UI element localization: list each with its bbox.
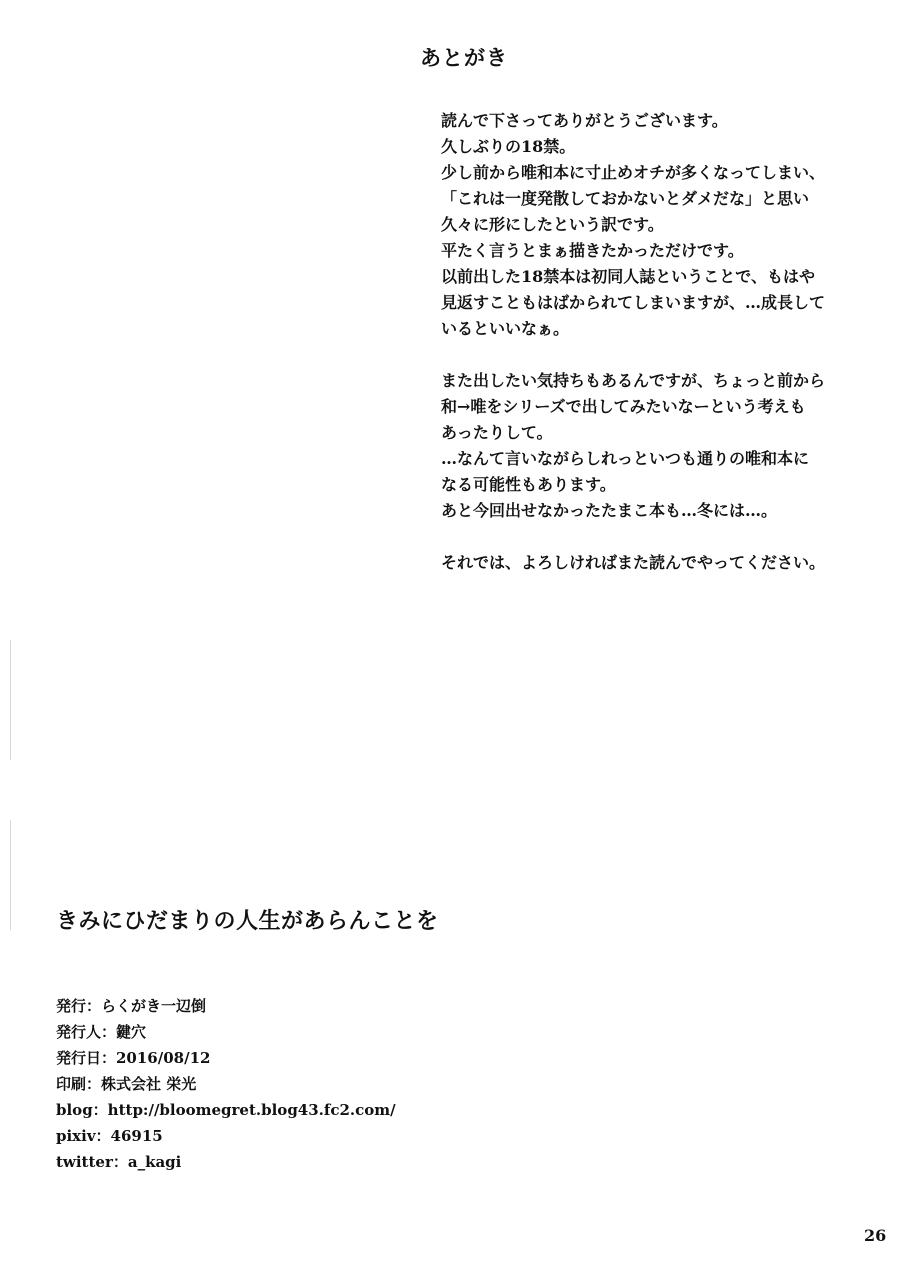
afterword-line: あったりして。 <box>441 423 553 442</box>
afterword-paragraph <box>441 550 881 576</box>
book-title: きみにひだまりの人生があらんことを <box>56 908 439 934</box>
afterword-line: 和→唯をシリーズで出してみたいなーという考えも <box>441 397 806 416</box>
afterword-line: 以前出した18禁本は初同人誌ということで、もはや <box>441 267 815 286</box>
afterword-line: 久々に形にしたという訳です。 <box>441 215 664 234</box>
scan-edge-mark <box>10 640 11 760</box>
colophon-pixiv: pixiv：46915 <box>56 1127 163 1145</box>
afterword-paragraph <box>441 108 881 342</box>
afterword-line: あと今回出せなかったたまこ本も…冬には…。 <box>441 501 778 520</box>
afterword-line: なる可能性もあります。 <box>441 475 616 494</box>
colophon-publisher: 発行：らくがき一辺倒 <box>56 997 207 1015</box>
afterword-title: あとがき <box>420 45 508 70</box>
afterword-line: いるといいなぁ。 <box>441 319 570 338</box>
colophon-author: 発行人：鍵穴 <box>56 1023 147 1041</box>
colophon <box>56 993 396 1175</box>
afterword-line: …なんて言いながらしれっといつも通りの唯和本に <box>441 449 810 468</box>
afterword-line: 平たく言うとまぁ描きたかっただけです。 <box>441 241 744 260</box>
afterword-line: 見返すこともはばかられてしまいますが、…成長して <box>441 293 826 312</box>
afterword-line: 少し前から唯和本に寸止めオチが多くなってしまい、 <box>441 163 826 182</box>
afterword-paragraph <box>441 368 881 524</box>
colophon-blog: blog：http://bloomegret.blog43.fc2.com/ <box>56 1101 396 1119</box>
colophon-date: 発行日：2016/08/12 <box>56 1049 211 1067</box>
afterword-line: また出したい気持ちもあるんですが、ちょっと前から <box>441 371 826 390</box>
colophon-printer: 印刷：株式会社 栄光 <box>56 1075 197 1093</box>
paragraph-gap <box>441 524 881 550</box>
scan-edge-mark <box>10 820 11 930</box>
colophon-twitter: twitter：a_kagi <box>56 1153 182 1171</box>
page-number: 26 <box>864 1226 887 1245</box>
paragraph-gap <box>441 342 881 368</box>
afterword-line: 読んで下さってありがとうございます。 <box>441 111 728 130</box>
afterword-body <box>441 108 881 576</box>
afterword-line: 久しぶりの18禁。 <box>441 137 576 156</box>
afterword-line: 「これは一度発散しておかないとダメだな」と思い <box>441 189 810 208</box>
afterword-line: それでは、よろしければまた読んでやってください。 <box>441 553 826 572</box>
